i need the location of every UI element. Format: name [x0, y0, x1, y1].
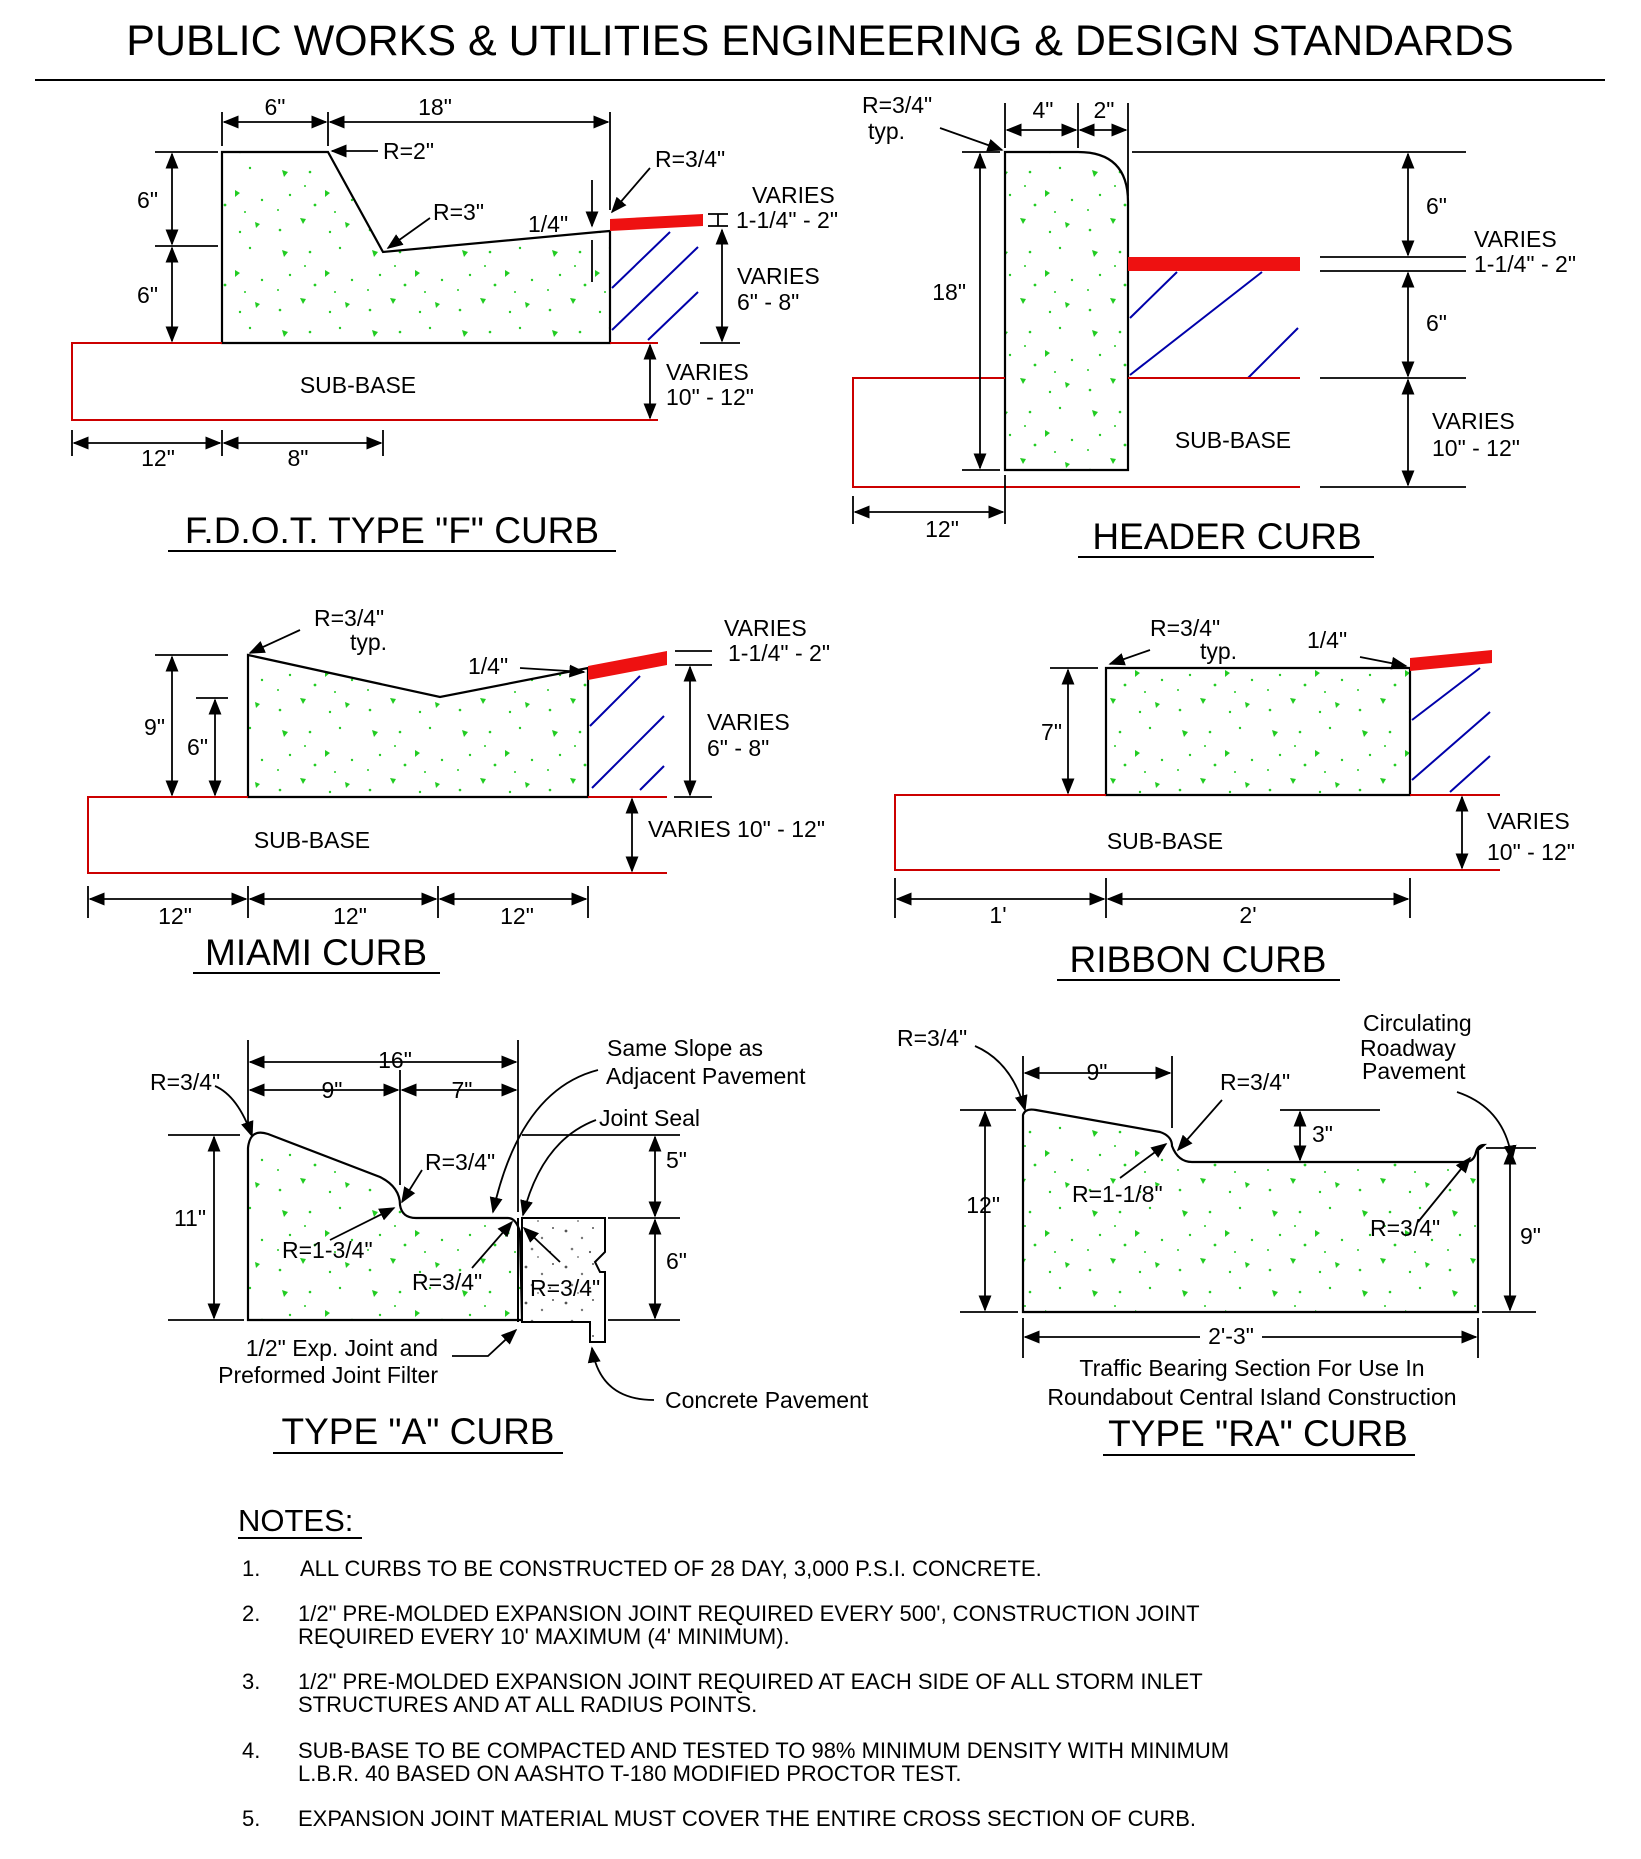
- type-f-bottom-8: 8": [287, 445, 309, 471]
- type-ra-r34-left: R=3/4": [897, 1025, 968, 1051]
- type-a-dim-11: 11": [173, 1205, 206, 1231]
- header-curb-title: HEADER CURB: [1092, 516, 1362, 557]
- miami-curb-dim-6: 6": [187, 734, 208, 760]
- header-curb-varies-b2: 10" - 12": [1432, 435, 1520, 461]
- type-a-r34-left: R=3/4": [150, 1069, 221, 1095]
- type-ra-dim-12: 12": [966, 1192, 1000, 1218]
- type-ra-r34-right: R=3/4": [1370, 1215, 1441, 1241]
- ribbon-curb-bottom-1ft: 1': [989, 902, 1007, 928]
- header-curb-typ: typ.: [868, 118, 906, 144]
- header-curb-r34: R=3/4": [862, 92, 933, 118]
- note-4-line-2: L.B.R. 40 BASED ON AASHTO T-180 MODIFIED PROCTOR TEST.: [298, 1761, 962, 1786]
- type-ra-dim-9-right: 9": [1520, 1223, 1541, 1249]
- note-1-line-1: ALL CURBS TO BE CONSTRUCTED OF 28 DAY, 3,000 P.S.I. CONCRETE.: [300, 1556, 1042, 1581]
- header-curb-asphalt: [1128, 257, 1300, 271]
- type-a-joint-seal: Joint Seal: [599, 1105, 701, 1131]
- miami-curb-typ: typ.: [350, 629, 388, 655]
- note-2-line-1: 1/2" PRE-MOLDED EXPANSION JOINT REQUIRED EVERY 500', CONSTRUCTION JOINT: [298, 1601, 1200, 1626]
- type-ra-curb-detail: [897, 1010, 1541, 1455]
- miami-curb-base-hatch: [590, 676, 664, 790]
- type-f-subbase: SUB-BASE: [299, 372, 417, 398]
- ribbon-curb-dim-7: 7": [1041, 719, 1062, 745]
- miami-curb-sub-base: [88, 797, 667, 873]
- header-curb-body: [1005, 152, 1128, 470]
- header-curb-varies-a2: 1-1/4" - 2": [1474, 251, 1576, 277]
- header-curb-dim-4: 4": [1032, 97, 1054, 123]
- ribbon-curb-varies1: VARIES: [1487, 808, 1570, 834]
- miami-curb-quarter: 1/4": [468, 653, 509, 679]
- type-a-slope-2: Adjacent Pavement: [606, 1063, 806, 1089]
- type-f-varies-c2: 10" - 12": [666, 384, 754, 410]
- type-a-slope-1: Same Slope as: [607, 1035, 763, 1061]
- note-3-line-2: STRUCTURES AND AT ALL RADIUS POINTS.: [298, 1692, 758, 1717]
- type-ra-circulating-3: Pavement: [1362, 1058, 1466, 1084]
- type-ra-r1-18: R=1-1/8": [1072, 1181, 1163, 1207]
- note-5-line-1: EXPANSION JOINT MATERIAL MUST COVER THE ENTIRE CROSS SECTION OF CURB.: [298, 1806, 1197, 1831]
- type-f-quarter: 1/4": [528, 211, 569, 237]
- type-f-asphalt: [610, 214, 703, 231]
- note-3-line-1: 1/2" PRE-MOLDED EXPANSION JOINT REQUIRED AT EACH SIDE OF ALL STORM INLET: [298, 1669, 1203, 1694]
- page-title: PUBLIC WORKS & UTILITIES ENGINEERING & DESIGN STANDARDS: [126, 17, 1514, 65]
- note-1-number: 1.: [242, 1556, 261, 1581]
- header-curb-dim-2: 2": [1093, 97, 1115, 123]
- type-a-r1-34: R=1-3/4": [282, 1237, 373, 1263]
- notes-heading: NOTES:: [238, 1503, 354, 1538]
- ribbon-curb-title: RIBBON CURB: [1069, 939, 1327, 980]
- type-f-dim-6: 6": [264, 94, 286, 120]
- type-a-title: TYPE "A" CURB: [281, 1411, 555, 1452]
- miami-curb-title: MIAMI CURB: [205, 932, 427, 973]
- type-a-r34-low: R=3/4": [412, 1269, 483, 1295]
- type-f-curb-body: [222, 152, 610, 343]
- header-curb-dim-6b: 6": [1426, 310, 1447, 336]
- ribbon-curb-body: [1106, 668, 1410, 795]
- type-f-bottom-12: 12": [141, 445, 175, 471]
- note-2-line-2: REQUIRED EVERY 10' MAXIMUM (4' MINIMUM).: [298, 1624, 790, 1649]
- note-5-number: 5.: [242, 1806, 261, 1831]
- type-ra-circulating-1: Circulating: [1363, 1010, 1472, 1036]
- ribbon-curb-base-hatch: [1412, 668, 1490, 792]
- miami-curb-body: [248, 655, 588, 797]
- ribbon-curb-detail: [895, 615, 1575, 980]
- miami-curb-bottom-12b: 12": [333, 903, 367, 929]
- miami-curb-bottom-12c: 12": [500, 903, 534, 929]
- type-a-exp-joint-2: Preformed Joint Filter: [218, 1362, 438, 1388]
- type-a-dim-5: 5": [666, 1147, 687, 1173]
- notes-section: [238, 1503, 1229, 1831]
- header-curb-bottom-12: 12": [925, 516, 959, 542]
- ribbon-curb-typ: typ.: [1200, 638, 1238, 664]
- type-f-varies-c1: VARIES: [666, 359, 749, 385]
- type-a-dim-9: 9": [321, 1077, 343, 1103]
- miami-curb-dim-9: 9": [144, 714, 165, 740]
- type-a-r34-mid: R=3/4": [425, 1149, 496, 1175]
- note-3-number: 3.: [242, 1669, 261, 1694]
- type-ra-curb-body: [1023, 1110, 1484, 1312]
- ribbon-curb-quarter: 1/4": [1307, 627, 1348, 653]
- type-ra-dim-2-3: 2'-3": [1208, 1323, 1254, 1349]
- type-f-varies-a1: VARIES: [752, 182, 835, 208]
- header-curb-varies-b1: VARIES: [1432, 408, 1515, 434]
- ribbon-curb-subbase: SUB-BASE: [1106, 828, 1224, 854]
- type-f-varies-a2: 1-1/4" - 2": [736, 207, 838, 233]
- type-ra-dim-9: 9": [1086, 1059, 1108, 1085]
- miami-curb-varies-c: VARIES 10" - 12": [648, 816, 825, 842]
- type-f-left-6a: 6": [137, 187, 158, 213]
- type-a-curb-detail: [150, 1035, 869, 1453]
- type-f-base-hatch: [612, 232, 698, 340]
- type-f-r34: R=3/4": [655, 146, 726, 172]
- miami-curb-varies-a2: 1-1/4" - 2": [728, 640, 830, 666]
- type-f-curb-detail: [72, 94, 838, 551]
- miami-curb-subbase: SUB-BASE: [253, 827, 371, 853]
- type-f-r2: R=2": [383, 138, 434, 164]
- miami-curb-varies-a1: VARIES: [724, 615, 807, 641]
- type-ra-title: TYPE "RA" CURB: [1108, 1413, 1408, 1454]
- type-a-dim-6: 6": [666, 1248, 687, 1274]
- type-ra-note-1: Traffic Bearing Section For Use In: [1079, 1355, 1425, 1381]
- type-a-exp-joint-1: 1/2" Exp. Joint and: [245, 1335, 438, 1361]
- type-a-concrete-pavement: Concrete Pavement: [665, 1387, 869, 1413]
- type-f-left-6b: 6": [137, 282, 158, 308]
- miami-curb-detail: [88, 605, 830, 973]
- type-f-varies-b1: VARIES: [737, 263, 820, 289]
- header-curb-dim-18: 18": [932, 279, 966, 305]
- type-ra-dim-3: 3": [1312, 1121, 1333, 1147]
- miami-curb-bottom-12a: 12": [158, 903, 192, 929]
- type-a-dim-16: 16": [378, 1047, 412, 1073]
- ribbon-curb-bottom-2ft: 2': [1239, 902, 1257, 928]
- miami-curb-r34: R=3/4": [314, 605, 385, 631]
- type-a-dim-7: 7": [451, 1077, 473, 1103]
- type-f-r3: R=3": [433, 199, 484, 225]
- ribbon-curb-varies2: 10" - 12": [1487, 839, 1575, 865]
- header-curb-base-hatch: [1130, 272, 1298, 378]
- miami-curb-asphalt: [588, 651, 667, 680]
- type-ra-circulating-2: Roadway: [1360, 1035, 1456, 1061]
- note-4-line-1: SUB-BASE TO BE COMPACTED AND TESTED TO 98% MINIMUM DENSITY WITH MINIMUM: [298, 1738, 1230, 1763]
- note-2-number: 2.: [242, 1601, 261, 1626]
- header-curb-dim-6a: 6": [1426, 193, 1447, 219]
- header-curb-detail: [853, 92, 1576, 557]
- miami-curb-varies-b1: VARIES: [707, 709, 790, 735]
- type-ra-note-2: Roundabout Central Island Construction: [1047, 1384, 1457, 1410]
- type-f-dim-18: 18": [418, 94, 452, 120]
- type-a-r34-pavement: R=3/4": [530, 1275, 601, 1301]
- header-curb-varies-a1: VARIES: [1474, 226, 1557, 252]
- type-f-title: F.D.O.T. TYPE "F" CURB: [184, 510, 600, 551]
- note-4-number: 4.: [242, 1738, 261, 1763]
- miami-curb-varies-b2: 6" - 8": [707, 735, 770, 761]
- header-curb-subbase: SUB-BASE: [1174, 427, 1292, 453]
- type-f-varies-b2: 6" - 8": [737, 289, 800, 315]
- ribbon-curb-r34: R=3/4": [1150, 615, 1221, 641]
- type-ra-r34-mid: R=3/4": [1220, 1069, 1291, 1095]
